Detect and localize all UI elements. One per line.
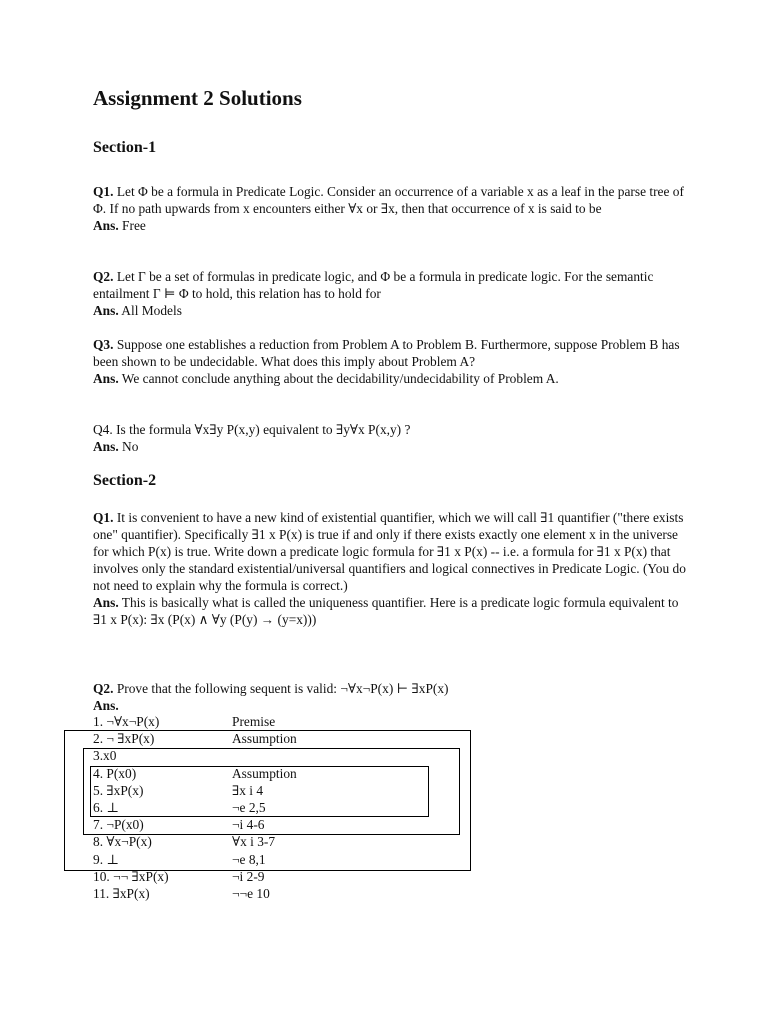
- answer-text: Ans. This is basically what is called the uniqueness quantifier. Here is a predicate logic formula equivalent to ∃1 x P(x): ∃x (P(x) ∧ ∀y (P(y) → (y=x))): [93, 595, 679, 627]
- section-2-heading: Section-2: [93, 472, 157, 489]
- question-text: Q2. Prove that the following sequent is valid: ¬∀x¬P(x) ⊢ ∃xP(x): [93, 681, 449, 696]
- answer-text: Ans. Free: [93, 218, 146, 233]
- proof-box-inner: [90, 766, 429, 817]
- question-text: Q4. Is the formula ∀x∃y P(x,y) equivalent to ∃y∀x P(x,y) ?: [93, 422, 411, 437]
- section1-question-2: [93, 268, 693, 319]
- proof-line: 7. ¬P(x0) ¬i 4-6: [93, 817, 265, 833]
- question-text: Q3. Suppose one establishes a reduction from Problem A to Problem B. Furthermore, suppose Problem B has been shown to be undecidable. What does this imply about Problem A?: [93, 337, 680, 369]
- section-1-heading: Section-1: [93, 139, 157, 156]
- question-text: Q1. It is convenient to have a new kind of existential quantifier, which we will call ∃1 quantifier ("there exists one" quantifier). Specifically ∃1 x P(x) is true if and only if there exists exactly one element x in the universe for which P(x) is true. Write down a predicate logic formula for ∃1 x P(x) -- i.e. a formula for ∃1 x P(x) that involves only the standard existential/universal quantifiers and logical connectives in Predicate Logic. (You do not need to explain why the formula is correct.): [93, 510, 686, 593]
- question-text: Q1. Let Φ be a formula in Predicate Logic. Consider an occurrence of a variable x as a leaf in the parse tree of Φ. If no path upwards from x encounters either ∀x or ∃x, then that occurrence of x is said to be: [93, 184, 684, 216]
- proof-line: 11. ∃xP(x) ¬¬e 10: [93, 885, 270, 901]
- section1-question-3: [93, 336, 693, 387]
- proof-line: 4. P(x0) Assumption: [93, 765, 297, 781]
- proof-line: 5. ∃xP(x) ∃x i 4: [93, 782, 264, 798]
- section2-question-1: [93, 509, 693, 628]
- proof-line: 6. ⊥ ¬e 2,5: [93, 799, 266, 815]
- proof-line: 2. ¬ ∃xP(x) Assumption: [93, 731, 297, 747]
- answer-text: Ans. All Models: [93, 303, 182, 318]
- proof-line: 10. ¬¬ ∃xP(x) ¬i 2-9: [93, 868, 265, 884]
- proof-line: 8. ∀x¬P(x) ∀x i 3-7: [93, 834, 276, 850]
- answer-label: Ans.: [93, 698, 119, 713]
- question-text: Q2. Let Γ be a set of formulas in predicate logic, and Φ be a formula in predicate logic. For the semantic entailment Γ ⊨ Φ to hold, this relation has to hold for: [93, 269, 654, 301]
- answer-text: Ans. We cannot conclude anything about the decidability/undecidability of Problem A.: [93, 371, 559, 386]
- proof-line: 9. ⊥ ¬e 8,1: [93, 851, 266, 867]
- section2-question-2: [93, 680, 693, 714]
- answer-text: Ans. No: [93, 439, 139, 454]
- section1-question-4: [93, 421, 693, 455]
- section1-question-1: [93, 183, 693, 234]
- proof-line: 3.x0: [93, 748, 117, 764]
- document-title: Assignment 2 Solutions: [93, 86, 302, 110]
- proof-line: 1. ¬∀x¬P(x) Premise: [93, 714, 276, 729]
